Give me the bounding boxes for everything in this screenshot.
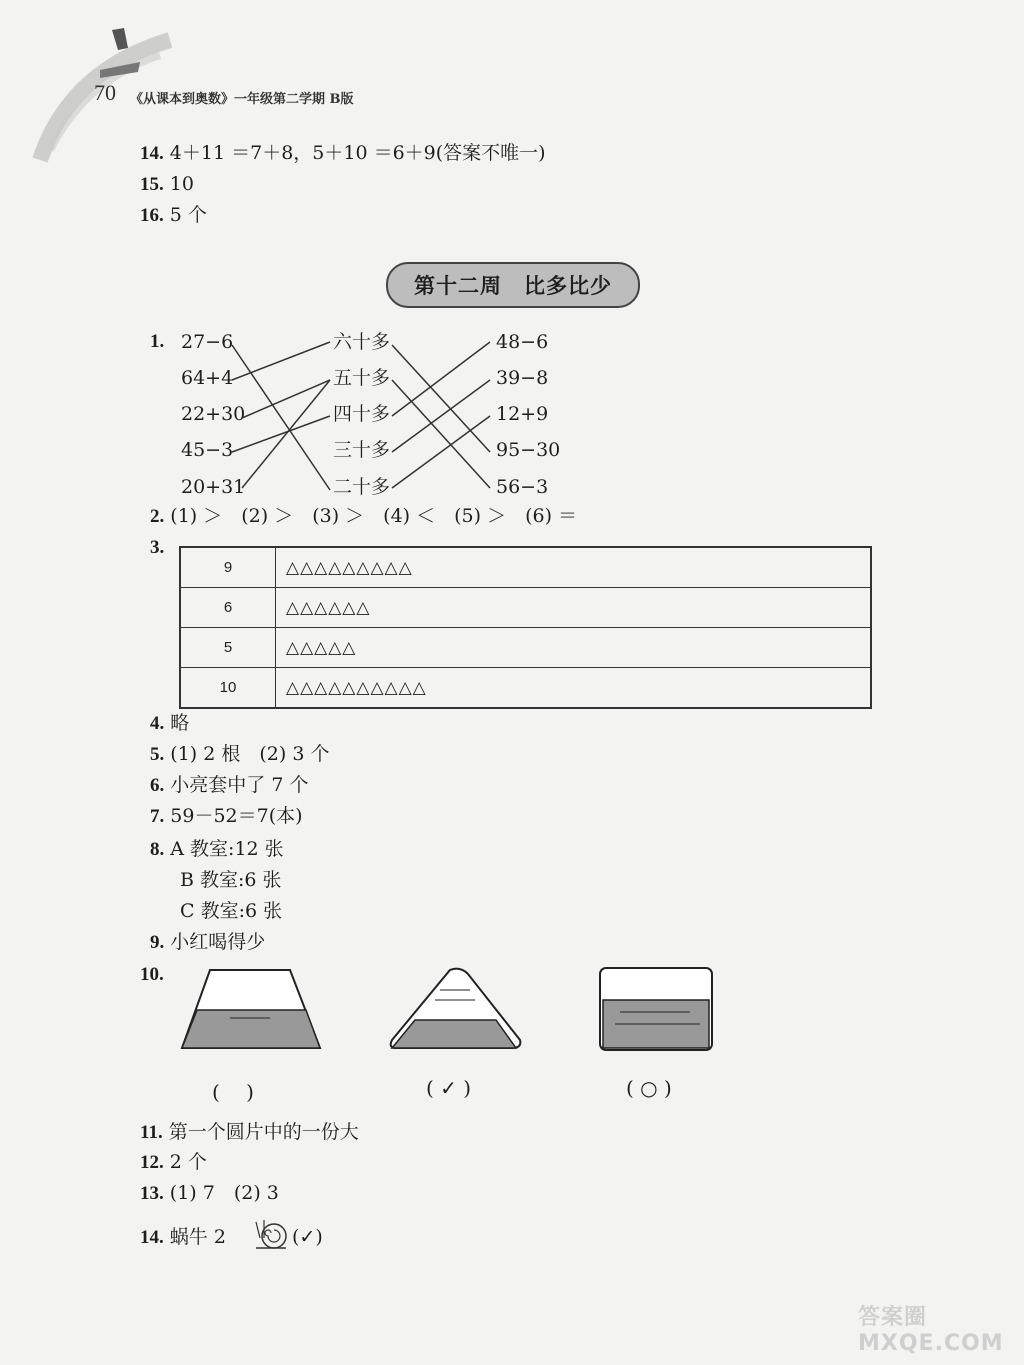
match-middle-item: 二十多 (333, 476, 391, 498)
answer-row: 11. 第一个圆片中的一份大 (140, 1121, 359, 1143)
match-left-item: 64+4 (181, 367, 234, 389)
match-middle-item: 五十多 (333, 367, 391, 389)
choice-mark: ( ✓ ) (426, 1076, 472, 1100)
triangle-marks-cell: △△△△△△△△△ (276, 547, 872, 588)
table-row (180, 668, 871, 709)
triangle-container (391, 969, 521, 1048)
snail-check-mark: (✓) (292, 1226, 323, 1248)
triangle-marks-cell: △△△△△ (276, 628, 872, 668)
answer-row: 14. 蜗牛 2 (140, 1226, 226, 1248)
count-cell: 6 (180, 588, 276, 628)
table-row (180, 628, 871, 668)
matching-lines (0, 0, 1024, 520)
question-number: 3. (150, 537, 165, 558)
answer-row: 7. 59－52＝7(本) (150, 805, 303, 827)
answer-row: 2. (1) ＞ (2) ＞ (3) ＞ (4) ＜ (5) ＞ (6) ＝ (150, 505, 578, 527)
book-title: 《从课本到奥数》一年级第二学期 B版 (130, 92, 354, 107)
choice-mark: ( ) (212, 1080, 254, 1104)
page-number: 70 (94, 80, 116, 105)
question-number: 10. (140, 964, 164, 985)
watermark-logo: 答案圈 MXQE.COM (858, 1305, 1004, 1356)
match-right-item: 12+9 (496, 403, 549, 425)
answer-row: 6. 小亮套中了 7 个 (150, 774, 309, 796)
count-cell: 5 (180, 628, 276, 668)
triangle-marks-cell: △△△△△△ (276, 588, 872, 628)
answer-row: 15. 10 (140, 173, 194, 195)
answer-row: 9. 小红喝得少 (150, 931, 266, 953)
match-left-item: 22+30 (181, 403, 246, 425)
answer-row: B 教室:6 张 (180, 869, 282, 891)
count-cell: 9 (180, 547, 276, 588)
answer-row: 8. A 教室:12 张 (150, 838, 284, 860)
match-right-item: 95−30 (496, 439, 561, 461)
match-left-item: 27−6 (181, 331, 234, 353)
match-right-item: 56−3 (496, 476, 549, 498)
answer-row: C 教室:6 张 (180, 900, 283, 922)
answer-row: 5. (1) 2 根 (2) 3 个 (150, 743, 330, 765)
match-middle-item: 三十多 (333, 439, 391, 461)
section-title: 第十二周 比多比少 (386, 262, 640, 308)
count-cell: 10 (180, 668, 276, 709)
triangle-marks-cell: △△△△△△△△△△ (276, 668, 872, 709)
table-row (180, 547, 871, 588)
rectangle-container (600, 968, 712, 1050)
match-right-item: 48−6 (496, 331, 549, 353)
question-number: 1. (150, 331, 165, 352)
choice-mark: ( ○ ) (626, 1076, 672, 1100)
answer-row: 12. 2 个 (140, 1151, 207, 1173)
answer-row: 4. 略 (150, 712, 190, 734)
answer-row: 13. (1) 7 (2) 3 (140, 1182, 279, 1204)
snail-icon (252, 1212, 292, 1252)
triangle-count-table (179, 546, 872, 709)
water-containers-figure (170, 960, 730, 1060)
answer-row: 16. 5 个 (140, 204, 207, 226)
trapezoid-container (182, 970, 320, 1048)
table-row (180, 588, 871, 628)
match-middle-item: 四十多 (333, 403, 391, 425)
match-right-item: 39−8 (496, 367, 549, 389)
match-left-item: 20+31 (181, 476, 246, 498)
match-left-item: 45−3 (181, 439, 234, 461)
answer-row: 14. 4＋11 ＝7＋8，5＋10 ＝6＋9(答案不唯一) (140, 142, 546, 164)
match-middle-item: 六十多 (333, 331, 391, 353)
